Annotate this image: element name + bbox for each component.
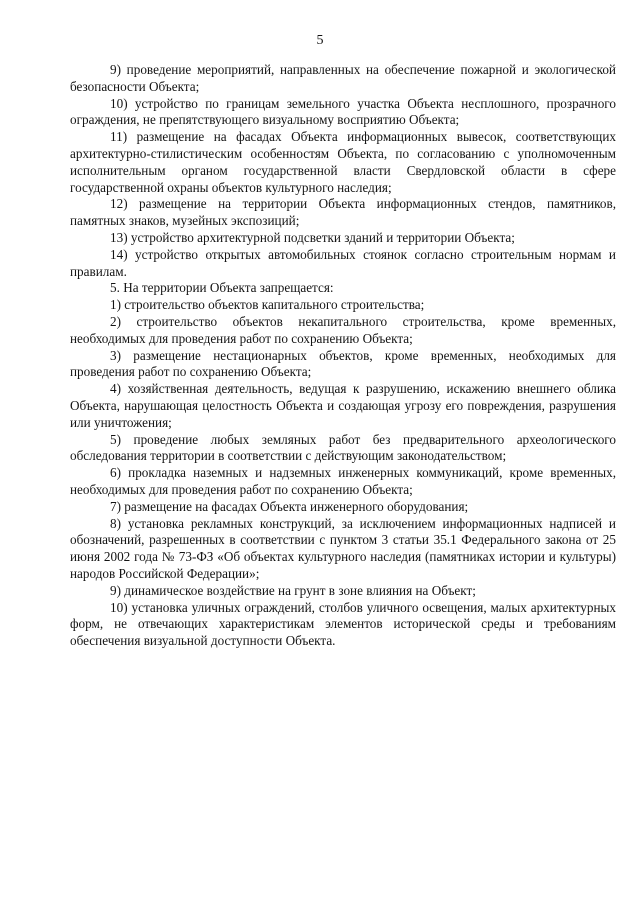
prohibited-item-2: 2) строительство объектов некапитального строительства, кроме временных, необходимых для проведения работ по сохранению Объекта; bbox=[70, 313, 616, 346]
prohibited-item-9: 9) динамическое воздействие на грунт в зоне влияния на Объект; bbox=[110, 582, 476, 598]
paragraph-item-9-fire-safety: 9) проведение мероприятий, направленных на обеспечение пожарной и экологической безопасности Объекта; bbox=[70, 62, 616, 94]
prohibited-item-10: 10) установка уличных ограждений, столбов уличного освещения, малых архитектурных форм, не отвечающих характеристикам элементов исторической среды и требованиям обеспечения визуальной доступности Объекта. bbox=[70, 599, 616, 649]
section-heading-prohibited: 5. На территории Объекта запрещается: bbox=[110, 280, 334, 296]
paragraph-item-12-stands: 12) размещение на территории Объекта информационных стендов, памятников, памятных знаков, музейных экспозиций; bbox=[70, 196, 616, 229]
paragraph-item-14-parking: 14) устройство открытых автомобильных стоянок согласно строительным нормам и правилам. bbox=[70, 246, 616, 279]
prohibited-item-8: 8) установка рекламных конструкций, за исключением информационных надписей и обозначений, разрешенных в соответствии с пунктом 3 статьи 35.1 Федерального закона от 25 июня 2002 года № 73-ФЗ «Об объектах культурного наследия (памятниках истории и культуры) народов Российской Федерации»; bbox=[70, 515, 616, 581]
prohibited-item-4: 4) хозяйственная деятельность, ведущая к разрушению, искажению внешнего облика Объекта, нарушающая целостность Объекта и создающая угрозу его повреждения, разрушения или уничтожения; bbox=[70, 381, 616, 430]
prohibited-item-3: 3) размещение нестационарных объектов, кроме временных, необходимых для проведения работ по сохранению Объекта; bbox=[70, 347, 616, 380]
prohibited-item-6: 6) прокладка наземных и надземных инженерных коммуникаций, кроме временных, необходимых для проведения работ по сохранению Объекта; bbox=[70, 465, 616, 497]
document-body bbox=[70, 62, 616, 650]
prohibited-item-5: 5) проведение любых земляных работ без предварительного археологического обследования территории в соответствии с действующим законодательством; bbox=[70, 431, 616, 464]
paragraph-item-11-signage: 11) размещение на фасадах Объекта информационных вывесок, соответствующих архитектурно-стилистическим особенностям Объекта, по согласованию с уполномоченным исполнительным органом государственной власти Свердловской области в сфере государственной охраны объектов культурного наследия; bbox=[70, 129, 616, 195]
prohibited-item-1: 1) строительство объектов капитального строительства; bbox=[110, 297, 425, 313]
prohibited-item-7: 7) размещение на фасадах Объекта инженерного оборудования; bbox=[110, 498, 469, 514]
page-number: 5 bbox=[316, 33, 324, 48]
paragraph-item-13-lighting: 13) устройство архитектурной подсветки зданий и территории Объекта; bbox=[110, 229, 515, 245]
paragraph-item-10-fence: 10) устройство по границам земельного участка Объекта несплошного, прозрачного ограждения, не препятствующего визуальному восприятию Объекта; bbox=[70, 95, 616, 128]
